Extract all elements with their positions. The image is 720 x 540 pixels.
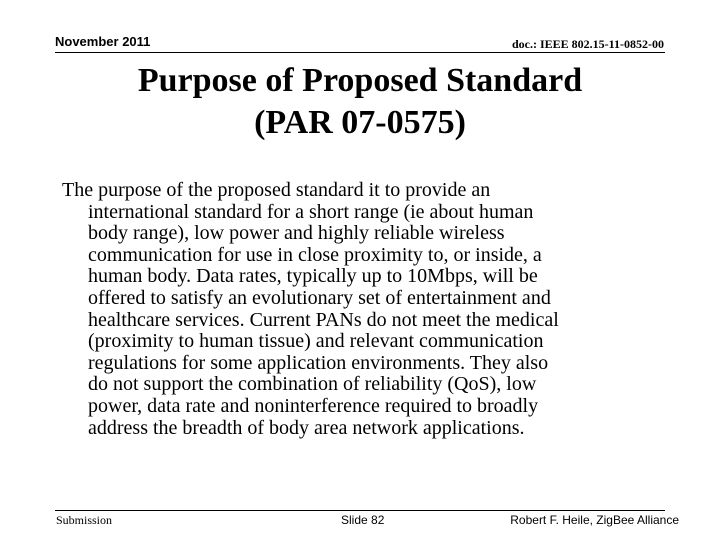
slide-title bbox=[60, 60, 660, 144]
paragraph-line: (proximity to human tissue) and relevant communication bbox=[88, 330, 544, 353]
paragraph-line: The purpose of the proposed standard it to provide an bbox=[62, 179, 491, 201]
header-doc-id: doc.: IEEE 802.15-11-0852-00 bbox=[511, 37, 664, 51]
slide-title-line-1: Purpose of Proposed Standard bbox=[137, 62, 583, 99]
header-rule bbox=[55, 52, 665, 53]
paragraph-line: offered to satisfy an evolutionary set of entertainment and bbox=[88, 286, 551, 309]
paragraph-line: healthcare services. Current PANs do not meet the medical bbox=[88, 308, 559, 331]
paragraph-line: body range), low power and highly reliable wireless bbox=[88, 222, 505, 245]
paragraph-line: human body. Data rates, typically up to 10Mbps, will be bbox=[88, 265, 538, 288]
footer-rule bbox=[55, 510, 665, 511]
paragraph-line: address the breadth of body area network applications. bbox=[88, 416, 525, 439]
footer-slide-number: Slide 82 bbox=[341, 513, 385, 527]
header-date: November 2011 bbox=[55, 34, 151, 49]
paragraph-line: power, data rate and noninterference required to broadly bbox=[88, 394, 539, 417]
footer-author: Robert F. Heile, ZigBee Alliance bbox=[510, 513, 679, 527]
paragraph-line: international standard for a short range (ie about human bbox=[88, 200, 534, 223]
paragraph-line: regulations for some application environments. They also bbox=[88, 351, 549, 374]
slide-title-line-2: (PAR 07-0575) bbox=[254, 104, 466, 141]
paragraph-line: communication for use in close proximity to, or inside, a bbox=[88, 243, 542, 266]
footer-submission: Submission bbox=[56, 513, 113, 527]
purpose-paragraph bbox=[62, 180, 662, 439]
paragraph-line: do not support the combination of reliability (QoS), low bbox=[88, 373, 537, 396]
